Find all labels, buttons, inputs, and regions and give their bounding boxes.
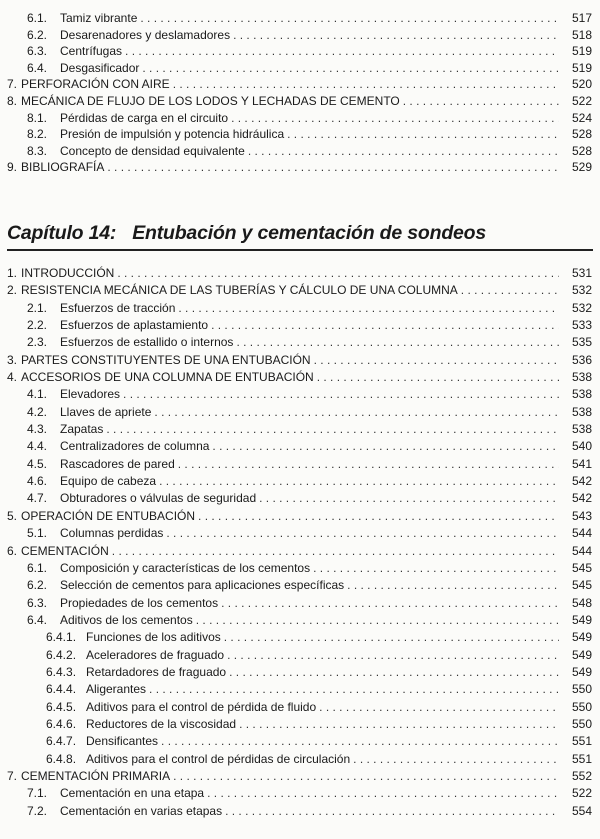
toc-section-chapter-14 — [0, 265, 600, 820]
chapter-heading — [7, 222, 486, 245]
toc-entry[interactable] — [0, 751, 600, 768]
toc-entry[interactable] — [0, 560, 600, 577]
toc-entry[interactable] — [0, 159, 600, 176]
toc-entry-number: 8.2. — [27, 127, 48, 142]
toc-entry-title: Presión de impulsión y potencia hidráulica — [60, 127, 285, 142]
toc-entry-number: 3. — [7, 352, 18, 367]
toc-entry-number: 5.1. — [27, 526, 48, 541]
toc-entry-title: RESISTENCIA MECÁNICA DE LAS TUBERÍAS Y CÁLCULO DE UNA COLUMNA — [21, 283, 458, 298]
toc-leader-dots — [178, 300, 559, 317]
toc-leader-dots — [178, 456, 559, 473]
toc-entry-page: 522 — [571, 786, 592, 801]
toc-entry-page: 549 — [571, 664, 592, 679]
toc-entry-page: 538 — [571, 404, 592, 419]
toc-entry-title: Tamiz vibrante — [60, 11, 138, 25]
toc-entry-number: 6.4. — [27, 612, 48, 627]
toc-entry-title: Composición y características de los cementos — [60, 560, 311, 575]
toc-entry[interactable] — [0, 300, 600, 317]
toc-entry[interactable] — [0, 143, 600, 160]
toc-entry[interactable] — [0, 43, 600, 60]
toc-entry[interactable] — [0, 369, 600, 386]
toc-entry-title: Zapatas — [60, 422, 104, 437]
toc-entry-title: Elevadores — [60, 387, 121, 402]
toc-entry[interactable] — [0, 10, 600, 27]
toc-leader-dots — [125, 43, 559, 60]
toc-entry[interactable] — [0, 126, 600, 143]
toc-leader-dots — [225, 803, 559, 820]
toc-leader-dots — [211, 317, 559, 334]
toc-entry[interactable] — [0, 282, 600, 299]
toc-leader-dots — [154, 404, 559, 421]
toc-entry-number: 6.4.4. — [46, 682, 77, 697]
toc-entry-title: MECÁNICA DE FLUJO DE LOS LODOS Y LECHADAS DE CEMENTO — [21, 93, 400, 108]
toc-leader-dots — [248, 143, 559, 160]
toc-entry[interactable] — [0, 612, 600, 629]
toc-entry-number: 2.2. — [27, 318, 48, 333]
toc-leader-dots — [403, 93, 559, 110]
toc-entry-number: 8.3. — [27, 143, 48, 158]
toc-entry-title: Densificantes — [86, 734, 159, 749]
toc-leader-dots — [317, 369, 559, 386]
toc-entry-title: Esfuerzos de estallido o internos — [60, 335, 234, 350]
toc-entry[interactable] — [0, 768, 600, 785]
toc-entry-title: Selección de cementos para aplicaciones específicas — [60, 578, 345, 593]
toc-entry-title: Columnas perdidas — [60, 526, 164, 541]
toc-leader-dots — [221, 595, 559, 612]
toc-leader-dots — [239, 716, 559, 733]
toc-entry-number: 4.6. — [27, 474, 48, 489]
toc-entry-page: 536 — [571, 352, 592, 367]
toc-entry-number: 6.1. — [27, 560, 48, 575]
toc-entry[interactable] — [0, 577, 600, 594]
toc-section-previous-chapter — [0, 10, 600, 176]
toc-entry[interactable] — [0, 629, 600, 646]
toc-entry-title: Esfuerzos de aplastamiento — [60, 318, 209, 333]
toc-entry[interactable] — [0, 681, 600, 698]
toc-entry-page: 551 — [571, 734, 592, 749]
toc-entry-number: 4.2. — [27, 404, 48, 419]
toc-entry-page: 549 — [571, 612, 592, 627]
toc-entry-title: Aceleradores de fraguado — [86, 647, 225, 662]
toc-entry-page: 554 — [571, 803, 592, 818]
toc-leader-dots — [123, 386, 559, 403]
toc-entry-page: 531 — [571, 266, 592, 280]
toc-entry[interactable] — [0, 265, 600, 282]
toc-entry[interactable] — [0, 595, 600, 612]
toc-entry[interactable] — [0, 352, 600, 369]
toc-entry-number: 4.5. — [27, 456, 48, 471]
toc-entry-number: 6.3. — [27, 44, 48, 59]
toc-entry-title: PARTES CONSTITUYENTES DE UNA ENTUBACIÓN — [21, 352, 311, 367]
toc-entry-title: Rascadores de pared — [60, 456, 175, 471]
toc-entry-page: 528 — [571, 143, 592, 158]
toc-entry-title: Desarenadores y deslamadores — [60, 27, 231, 42]
toc-leader-dots — [227, 647, 559, 664]
toc-entry-page: 522 — [571, 93, 592, 108]
toc-entry-number: 8.1. — [27, 110, 48, 125]
toc-entry[interactable] — [0, 733, 600, 750]
chapter-label: Capítulo 14: — [7, 222, 117, 244]
toc-entry-number: 4.4. — [27, 439, 48, 454]
toc-entry-page: 550 — [571, 716, 592, 731]
toc-entry-number: 4.1. — [27, 387, 48, 402]
toc-entry[interactable] — [0, 110, 600, 127]
toc-leader-dots — [112, 543, 559, 560]
toc-entry-number: 9. — [7, 160, 18, 175]
toc-entry[interactable] — [0, 93, 600, 110]
toc-entry[interactable] — [0, 456, 600, 473]
toc-entry-page: 548 — [571, 595, 592, 610]
toc-leader-dots — [224, 629, 559, 646]
toc-entry-title: Centralizadores de columna — [60, 439, 210, 454]
toc-entry[interactable] — [0, 438, 600, 455]
toc-leader-dots — [173, 768, 559, 785]
toc-entry-page: 517 — [571, 11, 592, 25]
toc-entry-number: 7.2. — [27, 803, 48, 818]
toc-leader-dots — [236, 334, 559, 351]
toc-entry-page: 532 — [571, 283, 592, 298]
toc-leader-dots — [173, 76, 559, 93]
chapter-underline — [7, 249, 593, 251]
toc-leader-dots — [347, 577, 559, 594]
toc-leader-dots — [106, 421, 559, 438]
toc-entry[interactable] — [0, 27, 600, 44]
toc-entry-page: 540 — [571, 439, 592, 454]
toc-entry[interactable] — [0, 699, 600, 716]
toc-entry-page: 544 — [571, 526, 592, 541]
toc-entry[interactable] — [0, 785, 600, 802]
toc-entry-title: Cementación en una etapa — [60, 786, 205, 801]
toc-entry-number: 4. — [7, 370, 18, 385]
toc-leader-dots — [231, 110, 559, 127]
toc-entry-number: 2. — [7, 283, 18, 298]
toc-entry[interactable] — [0, 508, 600, 525]
toc-entry-page: 533 — [571, 318, 592, 333]
toc-leader-dots — [353, 751, 559, 768]
toc-entry-number: 6.4.8. — [46, 751, 77, 766]
toc-entry[interactable] — [0, 543, 600, 560]
toc-entry-page: 551 — [571, 751, 592, 766]
toc-entry-number: 5. — [7, 508, 18, 523]
toc-entry-title: ACCESORIOS DE UNA COLUMNA DE ENTUBACIÓN — [21, 370, 314, 385]
toc-entry-page: 552 — [571, 768, 592, 783]
toc-entry-number: 6.2. — [27, 578, 48, 593]
toc-entry-title: Llaves de apriete — [60, 404, 152, 419]
toc-entry-page: 538 — [571, 387, 592, 402]
toc-entry-page: 519 — [571, 60, 592, 75]
toc-entry-page: 549 — [571, 647, 592, 662]
toc-entry-number: 7. — [7, 77, 18, 92]
toc-entry-page: 538 — [571, 422, 592, 437]
toc-entry-number: 6.4.6. — [46, 716, 77, 731]
toc-entry-page: 532 — [571, 300, 592, 315]
toc-leader-dots — [142, 60, 559, 77]
toc-leader-dots — [461, 282, 559, 299]
toc-entry-page: 545 — [571, 578, 592, 593]
toc-entry-number: 2.3. — [27, 335, 48, 350]
toc-leader-dots — [259, 490, 559, 507]
toc-entry[interactable] — [0, 716, 600, 733]
toc-entry-page: 529 — [571, 160, 592, 175]
toc-leader-dots — [287, 126, 559, 143]
toc-entry-number: 7. — [7, 768, 18, 783]
toc-entry[interactable] — [0, 803, 600, 820]
toc-leader-dots — [319, 699, 559, 716]
toc-leader-dots — [161, 733, 559, 750]
toc-entry-title: Aditivos para el control de pérdidas de circulación — [86, 751, 351, 766]
toc-entry-page: 542 — [571, 474, 592, 489]
toc-entry-number: 1. — [7, 266, 18, 280]
toc-entry-title: Cementación en varias etapas — [60, 803, 223, 818]
toc-entry-number: 8. — [7, 93, 18, 108]
toc-entry-number: 2.1. — [27, 300, 48, 315]
toc-entry-number: 4.3. — [27, 422, 48, 437]
toc-leader-dots — [198, 508, 559, 525]
toc-entry[interactable] — [0, 404, 600, 421]
toc-entry-page: 542 — [571, 491, 592, 506]
toc-entry[interactable] — [0, 334, 600, 351]
toc-entry[interactable] — [0, 76, 600, 93]
toc-entry-title: Obturadores o válvulas de seguridad — [60, 491, 257, 506]
toc-leader-dots — [233, 27, 559, 44]
toc-entry-title: Aditivos para el control de pérdida de fluido — [86, 699, 317, 714]
toc-entry-page: 518 — [571, 27, 592, 42]
toc-leader-dots — [229, 664, 559, 681]
toc-leader-dots — [212, 438, 559, 455]
toc-leader-dots — [196, 612, 559, 629]
toc-entry-title: INTRODUCCIÓN — [21, 266, 115, 280]
toc-leader-dots — [117, 265, 559, 282]
toc-entry-page: 535 — [571, 335, 592, 350]
toc-entry[interactable] — [0, 664, 600, 681]
toc-entry-title: Retardadores de fraguado — [86, 664, 227, 679]
toc-entry-number: 4.7. — [27, 491, 48, 506]
toc-entry-number: 6.1. — [27, 11, 48, 25]
toc-entry-title: Desgasificador — [60, 60, 140, 75]
toc-entry-page: 550 — [571, 682, 592, 697]
toc-leader-dots — [159, 473, 559, 490]
toc-entry-page: 520 — [571, 77, 592, 92]
toc-entry[interactable] — [0, 490, 600, 507]
toc-leader-dots — [149, 681, 559, 698]
toc-entry[interactable] — [0, 317, 600, 334]
toc-entry-title: OPERACIÓN DE ENTUBACIÓN — [21, 508, 196, 523]
toc-entry[interactable] — [0, 60, 600, 77]
toc-leader-dots — [313, 560, 559, 577]
toc-entry[interactable] — [0, 525, 600, 542]
toc-entry-title: Aligerantes — [86, 682, 147, 697]
toc-leader-dots — [314, 352, 559, 369]
toc-leader-dots — [107, 159, 559, 176]
toc-entry-number: 6.4.5. — [46, 699, 77, 714]
toc-entry-number: 6.3. — [27, 595, 48, 610]
toc-entry-page: 550 — [571, 699, 592, 714]
toc-entry-page: 544 — [571, 543, 592, 558]
toc-entry-number: 7.1. — [27, 786, 48, 801]
toc-entry-title: Concepto de densidad equivalente — [60, 143, 245, 158]
toc-entry-title: Aditivos de los cementos — [60, 612, 193, 627]
toc-entry-title: CEMENTACIÓN — [21, 543, 109, 558]
toc-entry-page: 543 — [571, 508, 592, 523]
toc-entry-page: 538 — [571, 370, 592, 385]
toc-entry-title: Propiedades de los cementos — [60, 595, 219, 610]
toc-entry-number: 6.4. — [27, 60, 48, 75]
toc-leader-dots — [207, 785, 559, 802]
toc-entry-page: 541 — [571, 456, 592, 471]
chapter-title: Entubación y cementación de sondeos — [132, 222, 487, 244]
toc-entry-number: 6. — [7, 543, 18, 558]
toc-leader-dots — [166, 525, 559, 542]
toc-entry-title: Funciones de los aditivos — [86, 630, 221, 645]
toc-leader-dots — [140, 10, 559, 27]
toc-entry-title: BIBLIOGRAFÍA — [21, 160, 105, 175]
toc-entry-page: 545 — [571, 560, 592, 575]
toc-entry-number: 6.4.2. — [46, 647, 77, 662]
toc-entry[interactable] — [0, 647, 600, 664]
toc-entry-title: Centrífugas — [60, 44, 123, 59]
toc-entry-page: 549 — [571, 630, 592, 645]
toc-entry-title: Equipo de cabeza — [60, 474, 157, 489]
toc-entry-title: Reductores de la viscosidad — [86, 716, 237, 731]
toc-entry-title: Pérdidas de carga en el circuito — [60, 110, 229, 125]
toc-entry-number: 6.2. — [27, 27, 48, 42]
toc-entry-page: 519 — [571, 44, 592, 59]
toc-entry-number: 6.4.1. — [46, 630, 77, 645]
toc-entry-title: CEMENTACIÓN PRIMARIA — [21, 768, 171, 783]
toc-entry-page: 524 — [571, 110, 592, 125]
toc-entry-page: 528 — [571, 127, 592, 142]
toc-entry[interactable] — [0, 386, 600, 403]
toc-entry-title: Esfuerzos de tracción — [60, 300, 176, 315]
toc-entry[interactable] — [0, 473, 600, 490]
toc-entry-number: 6.4.7. — [46, 734, 77, 749]
toc-entry-number: 6.4.3. — [46, 664, 77, 679]
toc-entry-title: PERFORACIÓN CON AIRE — [21, 77, 170, 92]
toc-entry[interactable] — [0, 421, 600, 438]
